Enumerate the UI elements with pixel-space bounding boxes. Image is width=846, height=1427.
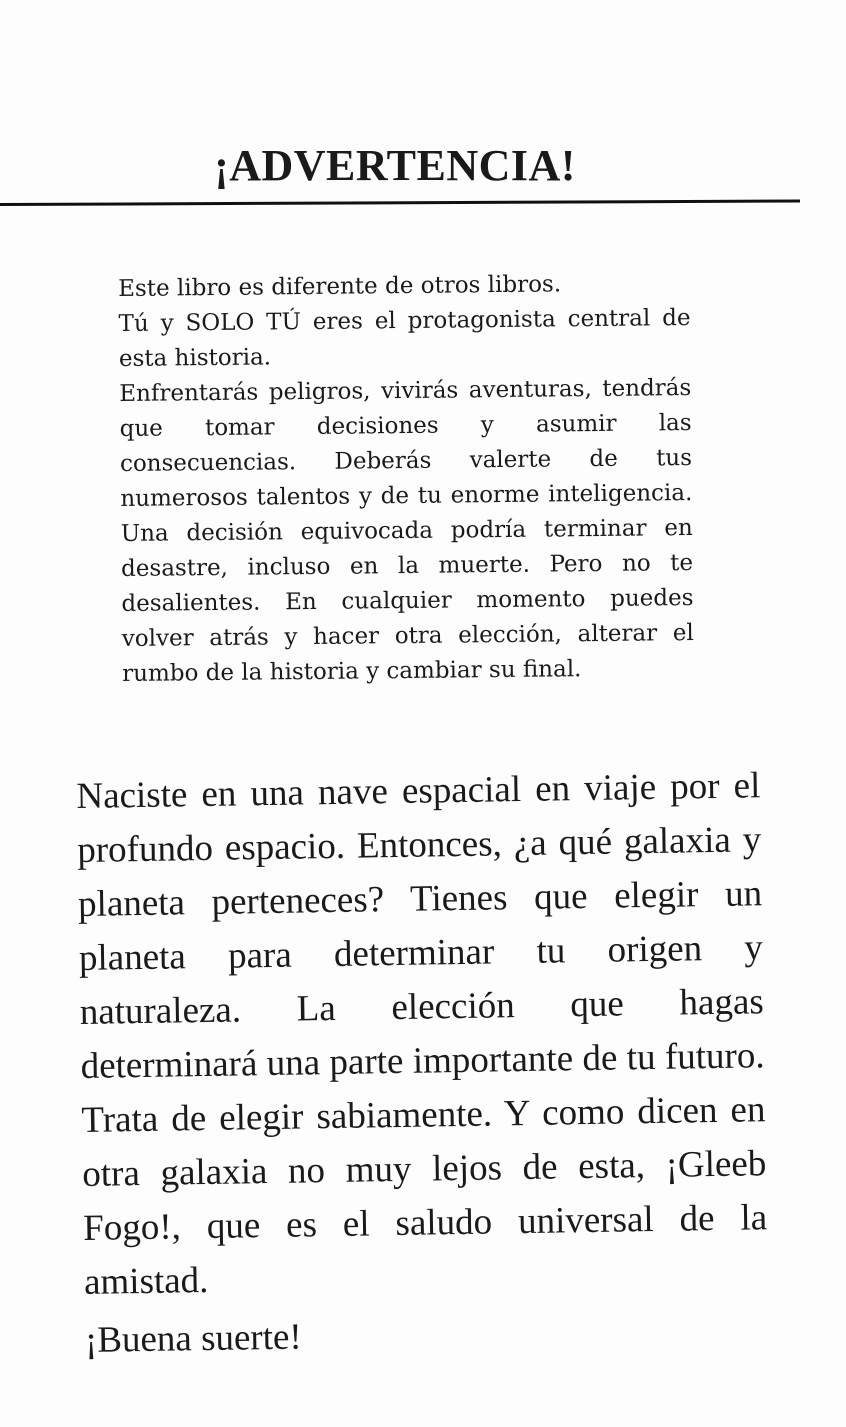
intro-line-2: Tú y SOLO TÚ eres el protagonista central de esta historia. [118,305,691,372]
intro-paragraph: Enfrentarás peligros, vivirás aventuras, tendrás que tomar decisiones y asumir las consecuencias. Deberás valerte de tus numerosos talentos y de tu enorme inteligencia. Una decisión equivocada podría terminar en desastre, incluso en la muerte. Pero no te desalientes. En cualquier momento puedes volver atrás y hacer otra elección, alterar el rumbo de la historia y cambiar su final. [119,375,694,687]
story-paragraph: Naciste en una nave espacial en viaje por el profundo espacio. Entonces, ¿a qué galaxia y planeta perteneces? Tienes que elegir un planeta para determinar tu origen y naturaleza. La elección que hagas determinará una parte importante de tu futuro. Trata de elegir sabiamente. Y como dicen en otra galaxia no muy lejos de esta, ¡Gleeb Fogo!, que es el saludo universal de la amistad. [76,765,768,1303]
title-rule [0,200,800,206]
page-title: ¡ADVERTENCIA! [214,141,576,190]
closing-line: ¡Buena suerte! [84,1316,303,1361]
intro-section [118,266,694,692]
story-section [76,759,769,1368]
intro-line-1: Este libro es diferente de otros libros. [118,271,562,302]
